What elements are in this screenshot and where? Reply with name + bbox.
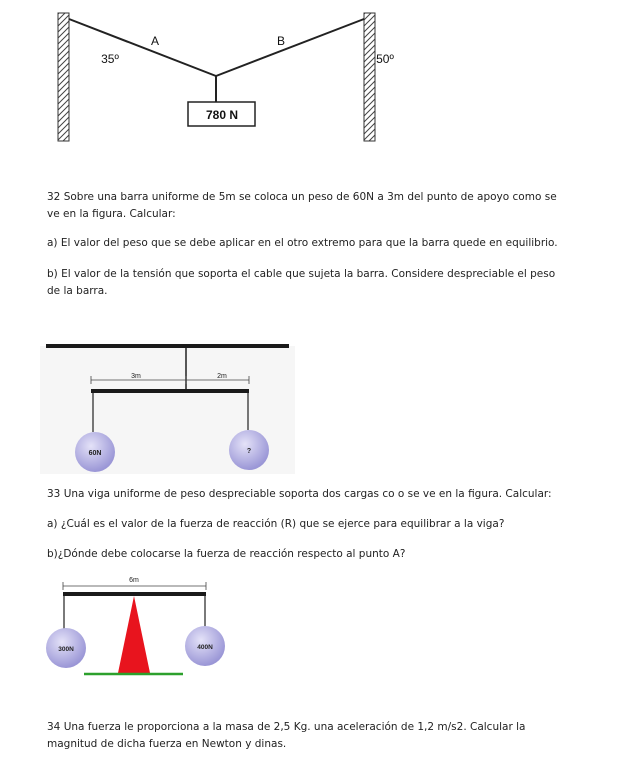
ball-right-label: ?	[246, 448, 252, 455]
length-label: 6m	[129, 577, 139, 584]
ball-left-label: 300N	[58, 646, 74, 653]
problem-32-part-b: b) El valor de la tensión que soporta el cable que sujeta la barra. Considere despreciable el peso de la barra.	[47, 268, 556, 297]
ball-left-label: 60N	[88, 450, 102, 457]
cable-a	[69, 19, 216, 76]
figure-cables-780n	[0, 0, 623, 150]
problem-32-part-a: a) El valor del peso que se debe aplicar en el otro extremo para que la barra quede en equilibrio.	[47, 237, 558, 249]
cable-b-label: B	[276, 34, 286, 48]
weight-label: 780 N	[205, 108, 239, 122]
problem-33-part-b: b)¿Dónde debe colocarse la fuerza de reacción respecto al punto A?	[47, 548, 406, 560]
ball-right-label: 400N	[197, 644, 213, 651]
angle-right-label: 50º	[376, 52, 394, 66]
cable-a-label: A	[150, 34, 160, 48]
ceiling-bar	[46, 344, 289, 348]
problem-33-part-a: a) ¿Cuál es el valor de la fuerza de reacción (R) que se ejerce para equilibrar a la viga?	[47, 518, 505, 530]
fulcrum-triangle	[118, 596, 150, 673]
right-wall	[364, 13, 375, 141]
beam	[91, 389, 249, 393]
problem-33-statement: 33 Una viga uniforme de peso despreciable soporta dos cargas co o se ve en la figura. Calcular:	[47, 488, 552, 500]
beam	[63, 592, 206, 596]
figure-hanging-beam	[40, 340, 295, 475]
problem-34-statement: 34 Una fuerza le proporciona a la masa de 2,5 Kg. una aceleración de 1,2 m/s2. Calcular la magnitud de dicha fuerza en Newton y dinas.	[47, 721, 526, 750]
dist-left-label: 3m	[131, 373, 141, 380]
left-wall	[58, 13, 69, 141]
cable-b	[216, 19, 364, 76]
figure-beam-fulcrum	[40, 572, 230, 680]
dist-right-label: 2m	[217, 373, 227, 380]
problem-32-statement: 32 Sobre una barra uniforme de 5m se coloca un peso de 60N a 3m del punto de apoyo como se ve en la figura. Calcular:	[47, 191, 557, 220]
angle-left-label: 35º	[101, 52, 119, 66]
